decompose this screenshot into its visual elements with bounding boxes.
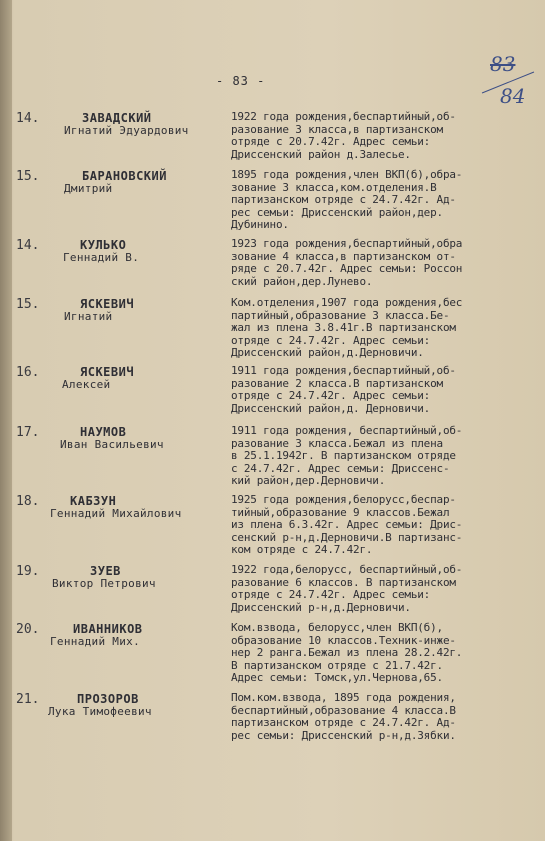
entry-surname: ПРОЗОРОВ: [77, 692, 139, 706]
entry-given-name: Геннадий В.: [63, 251, 140, 264]
entry-description: Ком.взвода, белорусс,член ВКП(б), образование 10 классов.Техник-инже- нер 2 ранга.Бежал из плена 28.2.42г. В партизанском отряде с 21.7.42г. Адрес семьи: Томск,ул.Чернова,65.: [231, 621, 463, 684]
entry-description: 1922 года рождения,беспартийный,об- разование 3 класса,в партизанском отряде с 20.7.42г. Адрес семьи: Дриссенский район д.Залесье.: [231, 110, 456, 161]
entry-description: Пом.ком.взвода, 1895 года рождения, беспартийный,образование 4 класса.В партизанском отряде с 24.7.42г. Ад- рес семьи: Дриссенский р-н,д.Зябки.: [231, 691, 456, 742]
entry-description: 1923 года рождения,беспартийный,обра зование 4 класса,в партизанском от- ряде с 20.7.42г. Адрес семьи: Россон ский район,дер.Лунево.: [231, 237, 463, 288]
entry-given-name: Геннадий Михайлович: [50, 507, 182, 520]
entry-surname: ИВАННИКОВ: [73, 622, 143, 636]
entry-surname: БАРАНОВСКИЙ: [82, 169, 167, 183]
entry-given-name: Алексей: [62, 378, 111, 391]
entry-description: 1895 года рождения,член ВКП(б),обра- зование 3 класса,ком.отделения.В партизанском отряде с 24.7.42г. Ад- рес семьи: Дриссенский район,дер. Дубинино.: [231, 168, 463, 231]
entry-surname: КАБЗУН: [70, 494, 117, 508]
entry-number: 20.: [16, 622, 40, 637]
binding-edge: [0, 0, 12, 841]
page-number: - 83 -: [216, 74, 266, 88]
entry-given-name: Иван Васильевич: [60, 438, 164, 451]
entry-number: 19.: [16, 564, 40, 579]
entry-given-name: Игнатий: [64, 310, 113, 323]
entry-given-name: Виктор Петрович: [52, 577, 156, 590]
entry-surname: ЗАВАДСКИЙ: [82, 111, 152, 125]
entry-description: 1911 года рождения, беспартийный,об- разование 3 класса.Бежал из плена в 25.1.1942г. В партизанском отряде с 24.7.42г. Адрес семьи: Дриссенс- кий район,дер.Дерновичи.: [231, 424, 463, 487]
entry-number: 21.: [16, 692, 40, 707]
entry-surname: ЯСКЕВИЧ: [80, 297, 135, 311]
entry-description: 1911 года рождения,беспартийный,об- разование 2 класса.В партизанском отряде с 24.7.42г. Адрес семьи: Дриссенский район,д. Дерновичи.: [231, 364, 456, 415]
entry-number: 16.: [16, 365, 40, 380]
entry-description: Ком.отделения,1907 года рождения,бес партийный,образование 3 класса.Бе- жал из плена 3.8.41г.В партизанском отряде с 24.7.42г. Адрес семьи: Дриссенский район,д.Дерновичи.: [231, 296, 463, 359]
archive-number-crossed: 83: [490, 52, 516, 76]
entry-given-name: Геннадий Мих.: [50, 635, 140, 648]
entry-given-name: Игнатий Эдуардович: [64, 124, 189, 137]
entry-description: 1925 года рождения,белорусс,беспар- тийный,образование 9 классов.Бежал из плена 6.3.42г. Адрес семьи: Дрис- сенский р-н,д.Дерновичи.В партизанс- ком отряде с 24.7.42г.: [231, 493, 463, 556]
entry-number: 17.: [16, 425, 40, 440]
entry-surname: ЯСКЕВИЧ: [80, 365, 135, 379]
entry-number: 18.: [16, 494, 40, 509]
entry-surname: НАУМОВ: [80, 425, 127, 439]
entry-description: 1922 года,белорусс, беспартийный,об- разование 6 классов. В партизанском отряде с 24.7.42г. Адрес семьи: Дриссенский р-н,д.Дерновичи.: [231, 563, 463, 614]
archive-folio-number: [478, 52, 538, 116]
archive-number-current: 84: [500, 84, 526, 108]
entry-surname: ЗУЕВ: [90, 564, 121, 578]
entry-given-name: Дмитрий: [64, 182, 113, 195]
entry-surname: КУЛЬКО: [80, 238, 127, 252]
entry-number: 15.: [16, 297, 40, 312]
entry-number: 14.: [16, 111, 40, 126]
entry-given-name: Лука Тимофеевич: [48, 705, 152, 718]
entry-number: 15.: [16, 169, 40, 184]
entry-number: 14.: [16, 238, 40, 253]
